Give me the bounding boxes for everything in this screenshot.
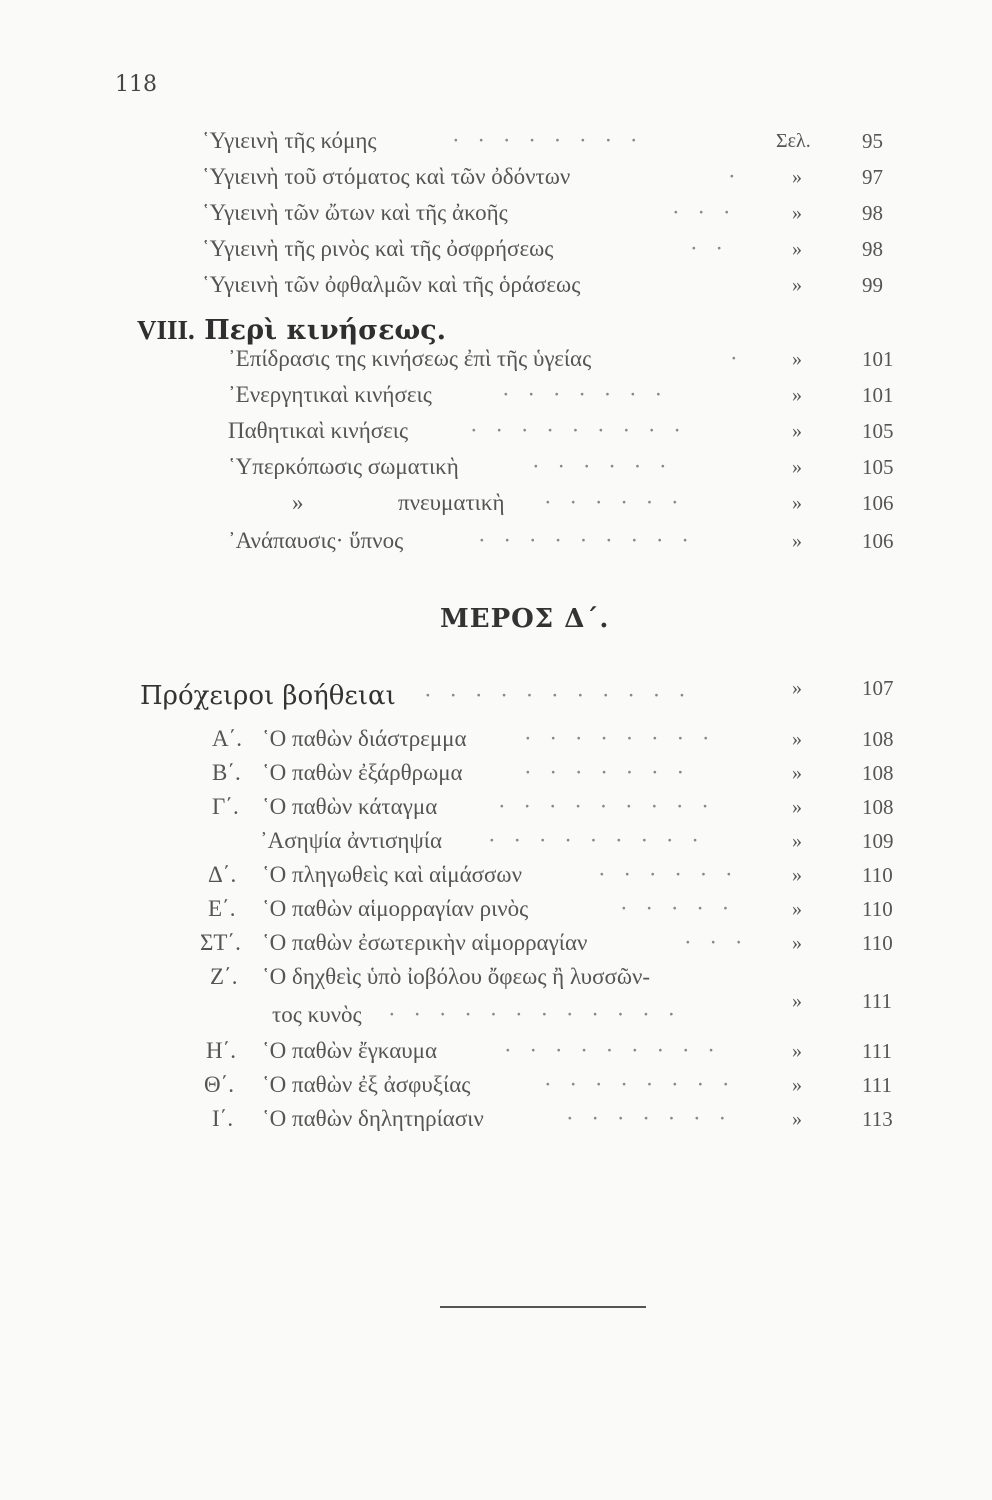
ditto-mark: » bbox=[792, 728, 802, 750]
toc-entry bbox=[0, 989, 992, 1032]
leader-dots: · · · · · · · · · · · · bbox=[388, 1002, 682, 1027]
ditto-mark: » bbox=[792, 202, 802, 224]
leader-dots: · bbox=[730, 346, 744, 371]
toc-entry bbox=[0, 892, 992, 926]
toc-entry-page: 108 bbox=[862, 727, 894, 751]
toc-entry-label: ῾Υγιεινὴ τῶν ὤτων καὶ τῆς ἀκοῆς bbox=[202, 200, 508, 225]
toc-entry-page: 108 bbox=[862, 795, 894, 819]
toc-entry-label: πνευματικὴ bbox=[398, 490, 505, 515]
leader-dots: · · bbox=[690, 236, 730, 261]
ditto-mark: » bbox=[792, 796, 802, 818]
part-title: ΜΕΡΟΣ Δ΄. bbox=[440, 604, 610, 634]
toc-entry-label: ῾Ο παθὼν ἔγκαυμα bbox=[262, 1038, 438, 1063]
toc-entry-label: ῾Υγιεινὴ τῆς ρινὸς καὶ τῆς ὀσφρήσεως bbox=[202, 236, 554, 261]
toc-entry bbox=[0, 414, 992, 448]
toc-entry bbox=[0, 824, 992, 858]
toc-entry bbox=[0, 524, 992, 558]
toc-entry bbox=[0, 1034, 992, 1068]
ditto-mark: » bbox=[792, 530, 802, 552]
ditto-mark: » bbox=[792, 864, 802, 886]
ditto-mark: » bbox=[792, 898, 802, 920]
toc-entry-label: ᾿Ενεργητικαὶ κινήσεις bbox=[228, 382, 432, 407]
toc-entry bbox=[0, 1068, 992, 1102]
leader-dots: · · · · · · bbox=[544, 490, 685, 515]
toc-entry-label: ᾿Επίδρασις της κινήσεως ἐπὶ τῆς ὑγείας bbox=[228, 346, 592, 371]
toc-entry-label: ῾Ο παθὼν διάστρεμμα bbox=[262, 726, 467, 751]
group-title: Πρόχειροι βοήθειαι bbox=[140, 681, 396, 711]
leader-dots: · · · bbox=[684, 930, 749, 955]
ditto-mark: » bbox=[792, 238, 802, 260]
toc-entry-page: 109 bbox=[862, 829, 894, 853]
toc-entry-label: ῾Υγιεινὴ τοῦ στόματος καὶ τῶν ὀδόντων bbox=[202, 164, 571, 189]
ditto-mark: » bbox=[792, 830, 802, 852]
entry-letter: Ε΄. bbox=[208, 896, 236, 921]
toc-entry-label: ῾Ο πληγωθεὶς καὶ αἱμάσσων bbox=[262, 862, 522, 887]
toc-entry-page: 105 bbox=[862, 455, 894, 479]
leader-dots: · bbox=[728, 164, 742, 189]
toc-entry-page: 98 bbox=[862, 201, 883, 225]
entry-letter: Ι΄. bbox=[212, 1106, 234, 1131]
toc-entry-page: 105 bbox=[862, 419, 894, 443]
toc-entry-label: ῾Ο παθὼν δηλητηρίασιν bbox=[262, 1106, 484, 1131]
ditto-mark: » bbox=[792, 990, 802, 1012]
toc-entry bbox=[0, 160, 992, 194]
ditto-mark: » bbox=[792, 677, 802, 699]
toc-entry-label: ῾Υπερκόπωσις σωματικὴ bbox=[228, 454, 459, 479]
leader-dots: · · · · · · · bbox=[524, 760, 691, 785]
toc-entry-page: 99 bbox=[862, 273, 883, 297]
toc-entry-page: 110 bbox=[862, 931, 893, 955]
toc-entry bbox=[0, 858, 992, 892]
leader-dots: · · · · · · · · · bbox=[470, 418, 687, 443]
ditto-mark: » bbox=[792, 166, 802, 188]
page-prefix: Σελ. bbox=[776, 130, 811, 152]
toc-entry-page: 108 bbox=[862, 761, 894, 785]
leader-dots: · · · · · · · · · bbox=[488, 828, 705, 853]
toc-entry-label: ῾Υγιεινὴ τῶν ὀφθαλμῶν καὶ τῆς ὁράσεως bbox=[202, 272, 581, 297]
toc-entry-label: ῾Υγιεινὴ τῆς κόμης bbox=[202, 128, 377, 153]
ditto-mark: » bbox=[792, 274, 802, 296]
toc-group-heading bbox=[0, 676, 992, 716]
toc-entry-label: ᾿Ασηψία ἀντισηψία bbox=[260, 828, 443, 853]
toc-entry bbox=[0, 124, 992, 158]
entry-letter: Θ΄. bbox=[204, 1072, 235, 1097]
toc-entry bbox=[0, 268, 992, 302]
entry-letter: Α΄. bbox=[212, 726, 243, 751]
toc-entry bbox=[0, 960, 992, 994]
toc-entry-page: 110 bbox=[862, 897, 893, 921]
toc-entry-label: Παθητικαὶ κινήσεις bbox=[228, 418, 409, 443]
toc-entry bbox=[0, 790, 992, 824]
entry-letter: Δ΄. bbox=[208, 862, 237, 887]
toc-entry-page: 111 bbox=[862, 989, 892, 1013]
leader-dots: · · · · · · · · · · · bbox=[424, 683, 692, 708]
toc-entry-label: ῾Ο παθὼν ἐξ ἀσφυξίας bbox=[262, 1072, 471, 1097]
entry-letter: Γ΄. bbox=[212, 794, 239, 819]
section-number: VIII. bbox=[137, 315, 195, 345]
toc-entry bbox=[0, 232, 992, 266]
toc-entry-label: ῾Ο δηχθεὶς ὑπὸ ἰοβόλου ὄφεως ἢ λυσσῶν- bbox=[262, 964, 651, 989]
toc-entry-label: ῾Ο παθὼν ἐξάρθρωμα bbox=[262, 760, 463, 785]
toc-entry-label: ῾Ο παθὼν κάταγμα bbox=[262, 794, 438, 819]
toc-entry-page: 107 bbox=[862, 676, 894, 700]
toc-entry-page: 111 bbox=[862, 1073, 892, 1097]
toc-entry bbox=[0, 756, 992, 790]
ditto-mark: » bbox=[792, 348, 802, 370]
leader-dots: · · · · · bbox=[620, 896, 736, 921]
toc-entry-page: 113 bbox=[862, 1107, 893, 1131]
leader-dots: · · · · · · · · bbox=[544, 1072, 736, 1097]
ditto-mark: » bbox=[292, 490, 304, 515]
entry-letter: Ζ΄. bbox=[210, 964, 238, 989]
page-number: 118 bbox=[115, 72, 157, 97]
leader-dots: · · · · · · bbox=[532, 454, 673, 479]
leader-dots: · · · · · · · · · bbox=[504, 1038, 721, 1063]
toc-entry-label: ῾Ο παθὼν αἱμορραγίαν ρινὸς bbox=[262, 896, 529, 921]
toc-entry-page: 101 bbox=[862, 383, 894, 407]
toc-entry bbox=[0, 342, 992, 376]
toc-entry-label: ῾Ο παθὼν ἐσωτερικὴν αἱμορραγίαν bbox=[262, 930, 588, 955]
leader-dots: · · · · · · · · bbox=[452, 128, 644, 153]
toc-entry bbox=[0, 196, 992, 230]
ditto-mark: » bbox=[792, 420, 802, 442]
toc-entry bbox=[0, 926, 992, 960]
toc-entry-page: 95 bbox=[862, 129, 883, 153]
toc-entry bbox=[0, 486, 992, 520]
toc-entry bbox=[0, 722, 992, 756]
ditto-mark: » bbox=[792, 1040, 802, 1062]
leader-dots: · · · bbox=[672, 200, 737, 225]
ditto-mark: » bbox=[792, 384, 802, 406]
ditto-mark: » bbox=[792, 932, 802, 954]
leader-dots: · · · · · · · bbox=[502, 382, 669, 407]
leader-dots: · · · · · · · · · bbox=[478, 528, 695, 553]
ditto-mark: » bbox=[792, 456, 802, 478]
ditto-mark: » bbox=[792, 1108, 802, 1130]
entry-letter: Η΄. bbox=[206, 1038, 237, 1063]
toc-entry-page: 106 bbox=[862, 529, 894, 553]
leader-dots: · · · · · · · · bbox=[524, 726, 716, 751]
toc-entry bbox=[0, 450, 992, 484]
toc-entry-page: 97 bbox=[862, 165, 883, 189]
toc-entry-page: 111 bbox=[862, 1039, 892, 1063]
entry-letter: ΣΤ΄. bbox=[200, 930, 241, 955]
toc-entry bbox=[0, 1102, 992, 1136]
toc-entry-label: ᾿Ανάπαυσις· ὕπνος bbox=[228, 528, 404, 553]
ditto-mark: » bbox=[792, 492, 802, 514]
leader-dots: · · · · · · · · · bbox=[498, 794, 715, 819]
toc-entry-page: 101 bbox=[862, 347, 894, 371]
closing-rule bbox=[440, 1306, 646, 1308]
section-title: Περὶ κινήσεως. bbox=[204, 315, 447, 346]
leader-dots: · · · · · · · bbox=[566, 1106, 733, 1131]
leader-dots: · · · · · · bbox=[598, 862, 739, 887]
toc-entry-page: 110 bbox=[862, 863, 893, 887]
toc-entry-page: 98 bbox=[862, 237, 883, 261]
toc-entry-page: 106 bbox=[862, 491, 894, 515]
toc-entry bbox=[0, 378, 992, 412]
toc-entry-label: τος κυνὸς bbox=[272, 1002, 362, 1027]
ditto-mark: » bbox=[792, 762, 802, 784]
entry-letter: Β΄. bbox=[212, 760, 241, 785]
ditto-mark: » bbox=[792, 1074, 802, 1096]
